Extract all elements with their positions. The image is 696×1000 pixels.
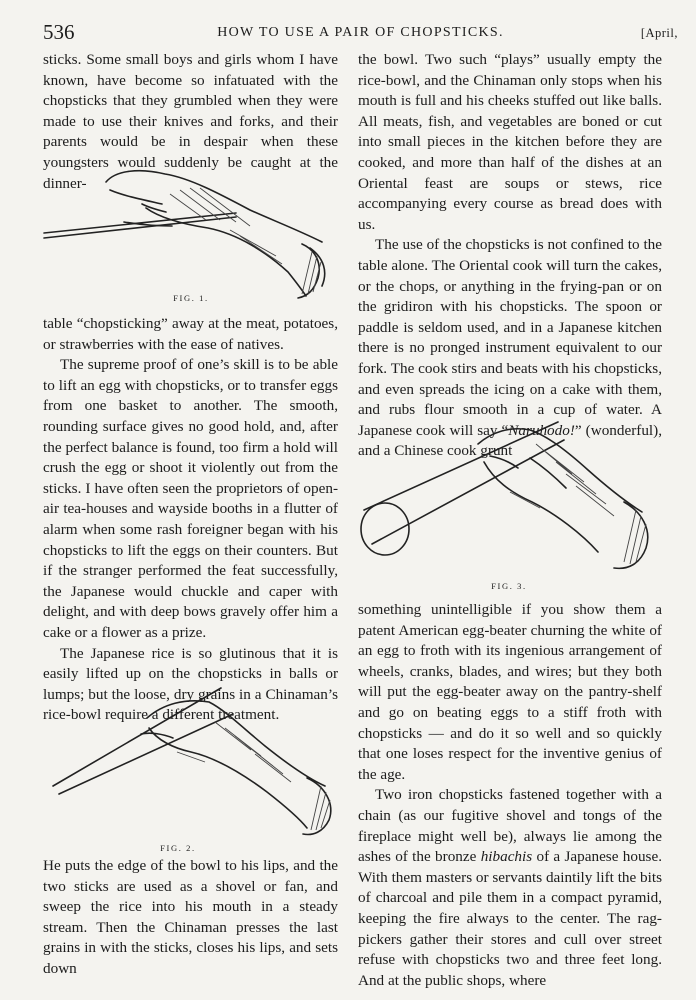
paragraph: He puts the edge of the bowl to his lips, and the two sticks are used as a shovel or fan, and sweep the rice into his mouth in a steady stream. Then the Chinaman presses the last grains in with the sticks, closes his lips, and sets down	[43, 857, 338, 977]
figure-3-illustration	[358, 418, 663, 583]
paragraph: something unintelligible if you show them a patent American egg-beater churning the white of an egg to froth with its ingenious arrangement of wheels, cranks, blades, and wires; but they both will put the egg-beater away on the pantry-shelf and go on beating eggs to a stiff froth with chopsticks — and do it so well and so quickly that one loses respect for the inventive genius of the age.	[358, 601, 662, 783]
figure-1-illustration	[40, 160, 340, 305]
paragraph	[358, 785, 662, 991]
figure-3-caption: FIG. 3.	[491, 581, 527, 591]
text-run: of a Japanese house. With them masters or servants daintily lift the bits of charcoal and pile them in a compact pyramid, keeping the fire always to the center. The rag-pickers gather their stores and cull over street refuse with chopsticks two and three feet long. And at the public shops, where	[358, 848, 662, 989]
paragraph: sticks. Some small boys and girls whom I have known, have become so infatuated with the chopsticks that they grumbled when they were made to use their knives and forks, and their parents would be in despair when these youngsters would suddenly be caught at the dinner-	[43, 51, 338, 192]
left-text-block-2	[43, 314, 338, 726]
figure-2-caption: FIG. 2.	[160, 843, 196, 853]
italic-term: Naruhodo!	[508, 421, 575, 439]
paragraph: The Japanese rice is so glutinous that it is easily lifted up on the chopsticks in balls or lumps; but the loose, dry grains in a Chinaman’s rice-bowl require a different treatment.	[43, 644, 338, 724]
figure-1-caption: FIG. 1.	[173, 293, 209, 303]
right-text-block-1	[358, 50, 662, 462]
figure-2-illustration	[45, 682, 335, 840]
running-title: HOW TO USE A PAIR OF CHOPSTICKS.	[217, 25, 504, 40]
page-header	[43, 20, 678, 50]
page-number: 536	[43, 20, 75, 44]
paragraph: table “chopsticking” away at the meat, potatoes, or strawberries with the ease of natives.	[43, 315, 338, 353]
text-run: ” (wonderful), and a Chinese cook grunt	[358, 421, 663, 460]
paragraph: the bowl. Two such “plays” usually empty the rice-bowl, and the Chinaman only stops when his mouth is full and his cheeks stuffed out like balls. All meats, fish, and vegetables are boned or cut into small pieces in the kitchen before they are cooked, and more than half of the dishes at an Oriental feast are soups or stews, rice accompanying every course as bread does with us.	[358, 51, 662, 233]
text-run: The use of the chopsticks is not confined to the table alone. The Oriental cook will turn the cakes, or the chops, or anything in the frying-pan or on the gridiron with his chopsticks. The spoon or paddle is seldom used, and in a Japanese kitchen there is no pronged instrument equivalent to our fork. The cook stirs and beats with his chopsticks, and even spreads the icing on a cake with them, and rubs flour smooth in a cup of water. A Japanese cook will say “	[358, 236, 662, 439]
text-run: Two iron chopsticks fastened together with a chain (as our fugitive shovel and tongs of the fireplace might well be), always lie among the ashes of the bronze	[358, 786, 662, 866]
left-text-block-3	[43, 856, 338, 980]
paragraph: The supreme proof of one’s skill is to be able to lift an egg with chopsticks, or to transfer eggs from one basket to another. The smooth, rounding surface gives no good hold, and, after the perfect balance is found, too firm a hold will crush the egg or shoot it violently out from the sticks. I have often seen the proprietors of open-air tea-houses and wayside booths in a flutter of alarm when some rash foreigner began with his chopsticks to lift the eggs on their counters. But if the stranger performed the feat successfully, the Japanese would chuckle and caper with delight, and with deep bows gravely offer him a cake or a flower as a prize.	[43, 356, 338, 641]
issue-month: [April,	[640, 26, 678, 40]
right-text-block-2	[358, 600, 662, 991]
italic-term: hibachis	[480, 848, 533, 866]
